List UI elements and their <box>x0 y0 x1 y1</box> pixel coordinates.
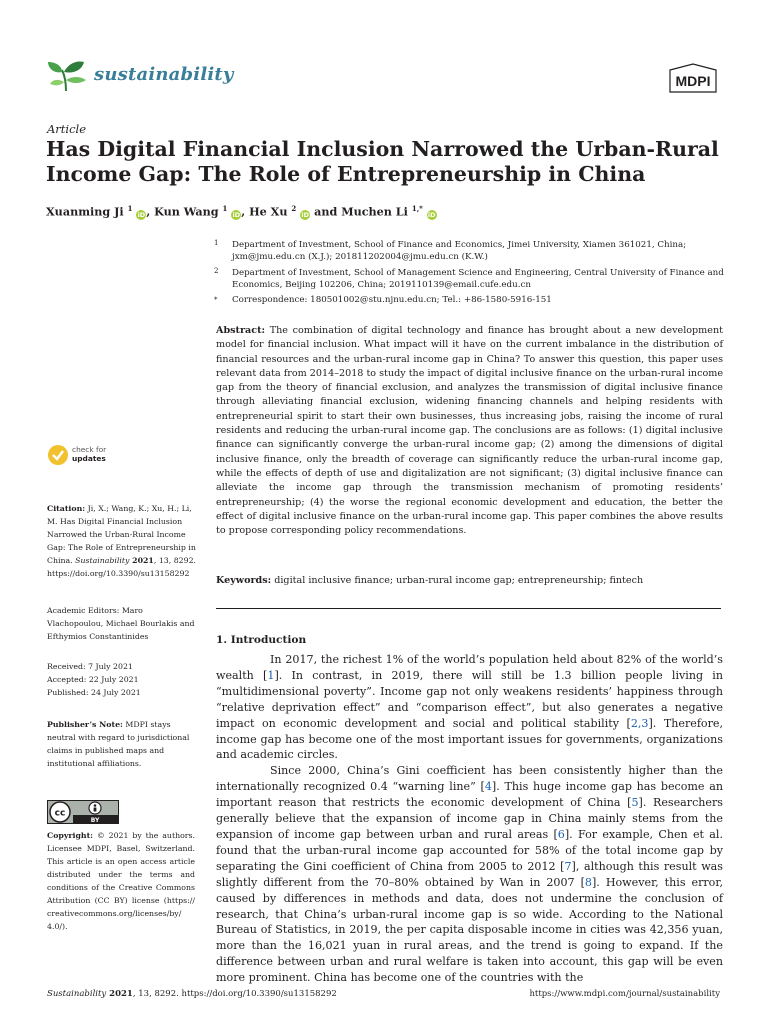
svg-text:BY: BY <box>90 817 100 824</box>
keywords <box>216 575 723 586</box>
abstract <box>216 324 723 538</box>
reference-link[interactable]: 2,3 <box>630 716 649 730</box>
orcid-icon[interactable]: iD <box>301 210 309 219</box>
orcid-icon[interactable]: iD <box>427 210 436 219</box>
keywords-label: Keywords: <box>216 575 272 586</box>
abstract-text: The combination of digital technology and finance has brought about a new development model for financial inclusion. What impact will it have on the current imbalance in the distribution of financial resources and the urban-rural income gap in China? To answer this question, this paper uses relevant data from 2014–2018 to study the impact of digital inclusive finance on the urban-rural income gap from the theory of financial exclusion, and analyzes the transmission of digital inclusive finance through alleviating financial exclusion, widening financing channels and helping residents with entrepreneurial spirit to start their own businesses, thus increasing jobs, raising the income of rural residents and reducing the urban-rural income gap. The conclusions are as follows: (1) digital inclusive finance can significantly converge the urban-rural income gap; (2) among the dimensions of digital inclusive finance, only the breadth of coverage can significantly reduce the urban-rural income gap, while the effects of depth of use and digitalization are not significant; (3) digital inclusive finance can alleviate the income gap through the transmission mechanism of promoting residents’ entrepreneurship; (4) the worse the regional economic development and education, the better the effect of digital inclusive finance on the urban-rural income gap. This paper combines the above results to propose corresponding policy recommendations. <box>216 325 724 537</box>
publisher-note: Publisher’s Note: MDPI stays neutral with regard to jurisdictional claims in published maps and institutional affiliations. <box>47 720 190 768</box>
section-heading-introduction: 1. Introduction <box>216 634 307 646</box>
affiliation-2: 2 Department of Investment, School of Management Science and Engineering, Central University of Finance and Economics, Beijing 102206, China; 2019110139@email.cufe.edu.cn <box>214 267 724 290</box>
published-date: Published: 24 July 2021 <box>47 688 141 697</box>
author-affiliation-marker: 1 <box>222 204 228 213</box>
orcid-icon[interactable]: iD <box>137 210 146 219</box>
author-name: Xuanming Ji <box>46 204 124 219</box>
reference-link[interactable]: 8 <box>584 875 592 889</box>
abstract-label: Abstract: <box>216 325 266 336</box>
orcid-icon[interactable]: iD <box>232 210 241 219</box>
reference-link[interactable]: 7 <box>564 859 572 873</box>
keywords-text: digital inclusive finance; urban-rural income gap; entrepreneurship; fintech <box>271 575 644 586</box>
author-list: Xuanming Ji $^1$ iD, Kun Wang $^1$ iD, He Xu $^2$ iD and Muchen Li $^{1,*}$ iD <box>46 204 436 219</box>
author-name: He Xu <box>249 204 288 219</box>
footer-citation: Sustainability 2021, 13, 8292. https://doi.org/10.3390/su13158292 <box>47 989 337 999</box>
reference-link[interactable]: 4 <box>484 780 492 794</box>
svg-text:cc: cc <box>54 808 66 819</box>
received-date: Received: 7 July 2021 <box>47 662 133 671</box>
cc-by-license-icon[interactable] <box>47 800 119 824</box>
footer-journal-url[interactable]: https://www.mdpi.com/journal/sustainability <box>529 989 720 999</box>
paragraph: In 2017, the richest 1% of the world’s population held about 82% of the world’s wealth [1]. In contrast, in 2019, there will still be 1.3 billion people living in “multidimensional poverty”. Income gap not only weakens residents’ happiness through “relative deprivation effect” and “comparison effect”, but also generates a negative impact on economic development and social and political stability [2,3]. Therefore, income gap has become one of the most important issues for governments, organizations and academic circles. <box>216 653 723 762</box>
accepted-date: Accepted: 22 July 2021 <box>47 675 139 684</box>
introduction-body <box>216 652 723 986</box>
author-name: Kun Wang <box>154 204 219 219</box>
journal-name: sustainability <box>94 64 234 85</box>
article-title: Has Digital Financial Inclusion Narrowed the Urban-Rural Income Gap: The Role of Entrepreneurship in China <box>46 137 719 186</box>
reference-link[interactable]: 6 <box>557 827 565 841</box>
correspondence: * Correspondence: 180501002@stu.njnu.edu.cn; Tel.: +86-1580-5916-151 <box>214 295 552 305</box>
reference-link[interactable]: 1 <box>267 668 275 682</box>
citation-block: Citation: Ji, X.; Wang, K.; Xu, H.; Li, M. Has Digital Financial Inclusion Narrowed the Urban-Rural Income Gap: The Role of Entrepreneurship in China. Sustainability 2021, 13, 8292. https://doi.org/10.3390/su13158292 <box>47 504 197 578</box>
article-type: Article <box>47 122 87 136</box>
paragraph: Since 2000, China’s Gini coefficient has been consistently higher than the internationally recognized 0.4 “warning line” [4]. This huge income gap has become an important reason that restricts the economic development of China [5]. Researchers generally believe that the expansion of income gap in China mainly stems from the expansion of income gap between urban and rural areas [6]. For example, Chen et al. found that the urban-rural income gap accounted for 58% of the total income gap by separating the Gini coefficient of China from 2005 to 2012 [7], although this result was slightly different from the 70–80% obtained by Wan in 2007 [8]. However, this error, caused by differences in methods and data, does not undermine the conclusion of research, that China’s urban-rural income gap is so wide. According to the National Bureau of Statistics, in 2019, the per capita disposable income in cities was 42,356 yuan, more than the 16,021 yuan in rural areas, and the trend is going to expand. If the difference between urban and rural welfare is taken into account, this gap will be even more prominent. China has become one of the countries with the <box>216 764 723 985</box>
mdpi-logo <box>664 62 722 96</box>
article-dates <box>47 660 197 699</box>
academic-editors: Academic Editors: Maro Vlachopoulou, Michael Bourlakis and Efthymios Constantinides <box>47 606 195 641</box>
check-for-updates-badge[interactable]: check for updates <box>47 444 157 466</box>
author-affiliation-marker: 2 <box>291 204 297 213</box>
publisher-name: MDPI <box>675 73 711 89</box>
author-affiliation-marker: 1,* <box>411 204 423 213</box>
author-name: Muchen Li <box>341 204 408 219</box>
section-divider <box>216 608 721 609</box>
affiliation-1: 1 Department of Investment, School of Finance and Economics, Jimei University, Xiamen 361021, China; jxm@jmu.edu.cn (X.J.); 201811202004@jmu.edu.cn (K.W.) <box>214 239 687 262</box>
journal-leaf-logo <box>46 58 88 92</box>
author-affiliation-marker: 1 <box>127 204 133 213</box>
copyright-notice: Copyright: © 2021 by the authors. Licensee MDPI, Basel, Switzerland. This article is an open access article distributed under the terms and conditions of the Creative Commons Attribution (CC BY) license (https:// creativecommons.org/licenses/by/ 4.0/). <box>47 831 195 931</box>
reference-link[interactable]: 5 <box>631 796 639 810</box>
check-updates-icon <box>47 444 69 466</box>
